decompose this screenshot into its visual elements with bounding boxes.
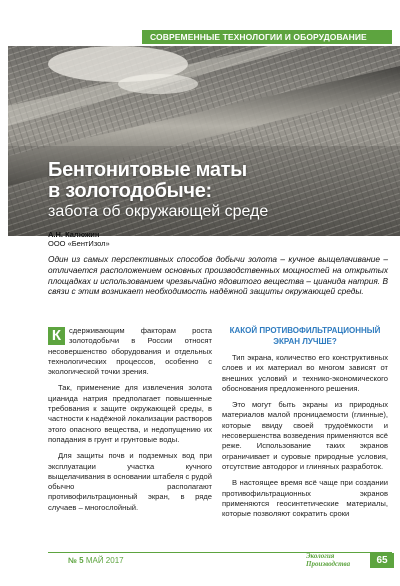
paragraph-text: сдерживающим факторам роста золотодобычи в России относят несовершенство оборудования и отдельных технологических процессов, особенно с экологической точки зрения. (48, 326, 212, 377)
left-column (48, 326, 212, 513)
byline (48, 230, 110, 248)
author-organization: ООО «БентИзол» (48, 239, 110, 248)
right-column (222, 326, 388, 519)
issue-info (68, 556, 124, 565)
subheading: КАКОЙ ПРОТИВОФИЛЬТРАЦИОННЫЙ ЭКРАН ЛУЧШЕ? (229, 326, 381, 346)
paragraph: Тип экрана, количество его конструктивных слоев и их материал во многом зависят от внешних условий и технико-экономического обоснования предложенного решения. (222, 353, 388, 393)
issue-month: МАЙ 2017 (85, 556, 124, 565)
paragraph: В настоящее время всё чаще при создании противофильтрационных экранов применяются геосинтетические материалы, которые позволяют сократить сроки (222, 478, 388, 519)
paragraph: Это могут быть экраны из природных материалов малой проницаемости (глинные), которые ввиду своей трудоёмкости и несовершенства возведения применяются всё реже. Использование таких экранов ограничивает и суровые природные условия, отсутствие автодорог и глиняных разработок. (222, 400, 388, 471)
logo-line-2: Производства (306, 560, 351, 568)
article-subtitle: забота об окружающей среде (48, 203, 269, 220)
paragraph: Для защиты почв и подземных вод при эксплуатации участка кучного выщелачивания в основании штабеля с рудой обычно располагают противофильтрационный экран, в ряде случаев – многослойный. (48, 451, 212, 512)
author-name: А.Н. Калюжин (48, 230, 100, 239)
title-line-1: Бентонитовые маты (48, 159, 247, 181)
paragraph: Так, применение для извлечения золота цианида натрия предполагает повышенные требования к защите окружающей среды, в частности к надёжной локализации растворов этого опасного вещества, и недопущению их попадания в грунт и грунтовые воды. (48, 383, 212, 444)
section-header-bar: СОВРЕМЕННЫЕ ТЕХНОЛОГИИ И ОБОРУДОВАНИЕ (142, 30, 392, 44)
issue-number: № 5 (68, 556, 84, 565)
paragraph (48, 326, 212, 377)
drop-cap: К (48, 327, 65, 345)
magazine-logo (306, 553, 350, 568)
article-headline (48, 160, 268, 221)
lead-paragraph: Один из самых перспективных способов добычи золота – кучное выщелачивание – отличается расположением основных производственных мощностей на открытых площадках и использованием чрезвычайно ядовитого вещества – цианида натрия. В связи с этим возникает необходимость надёжной защиты окружающей среды. (48, 254, 388, 297)
title-line-2: в золотодобыче: (48, 180, 212, 202)
page-number: 65 (370, 553, 394, 568)
logo-line-1: Экология (306, 552, 335, 560)
